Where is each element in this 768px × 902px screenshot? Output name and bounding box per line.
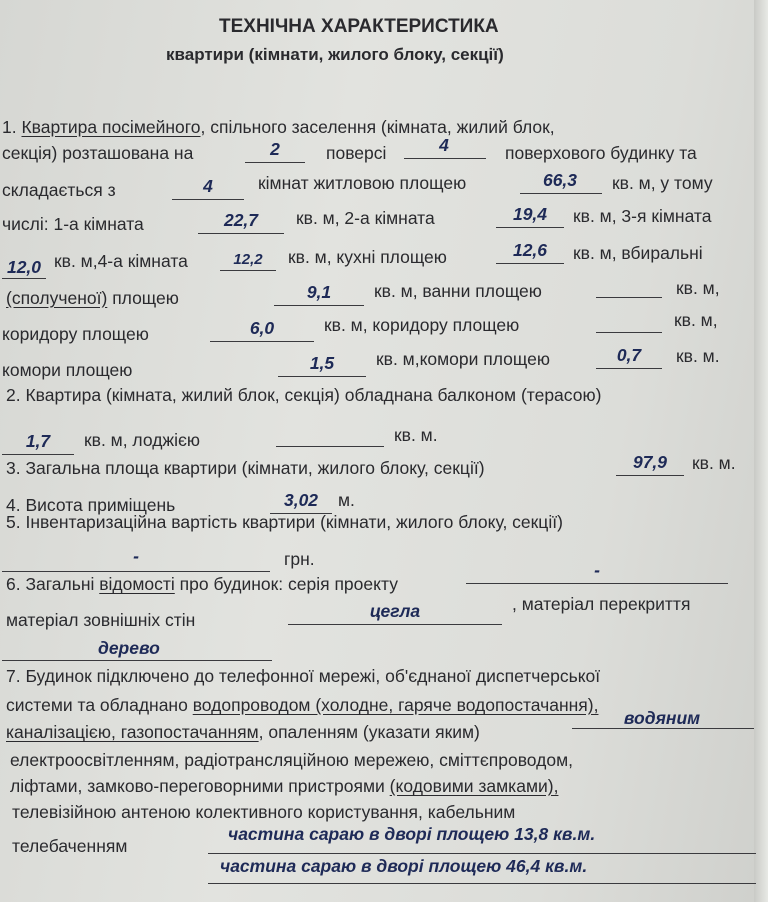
s1-l4-a: числі: 1-а кімната: [2, 214, 144, 234]
document-subtitle: квартири (кімнати, жилого блоку, секції): [166, 45, 504, 64]
value-amount: -: [133, 546, 139, 566]
kitchen-value: 12,6: [512, 240, 548, 260]
storage1-value: 1,5: [309, 353, 335, 373]
s7-line3: каналізацією, газопостачанням, опаленням (указати яким): [6, 722, 480, 742]
balcony-value: 1,7: [25, 431, 51, 451]
height-value: 3,02: [283, 490, 319, 510]
walls-value: цегла: [369, 601, 421, 621]
s1-l8-a: комори площею: [2, 360, 133, 380]
s1-l3-a: складається з: [2, 180, 116, 200]
room4-value: 12,2: [233, 251, 263, 268]
s1-l5-a: кв. м,4-а кімната: [54, 251, 188, 271]
floors-value: дерево: [98, 638, 160, 658]
s7-line7: телебаченням: [12, 836, 128, 856]
s1-l6: (сполученої) площею: [6, 288, 179, 308]
s2-l2-a: кв. м, лоджією: [84, 430, 201, 450]
s7-line5: ліфтами, замково-переговорними пристроями (кодовими замками),: [10, 776, 559, 796]
s5-label: 5. Інвентаризаційна вартість квартири (кімнати, жилого блоку, секції): [6, 512, 563, 532]
s7-line4: електроосвітленням, радіотрансляційною мережею, сміттєпроводом,: [10, 750, 573, 770]
extra-note-2: частина сараю в дворі площею 46,4 кв.м.: [220, 856, 588, 876]
s1-l7-a: коридору площею: [2, 324, 149, 344]
s1-l4-b: кв. м, 2-а кімната: [296, 208, 435, 228]
s6-l2-a: матеріал зовнішніх стін: [6, 610, 196, 630]
s7-line1: 7. Будинок підключено до телефонної мережі, об'єднаної диспетчерської: [6, 666, 601, 686]
s1-l8-b: кв. м,комори площею: [376, 349, 550, 369]
s1-l6-c: кв. м,: [676, 278, 720, 298]
s1-l5-b: кв. м, кухні площею: [288, 247, 447, 267]
s4-label: 4. Висота приміщень: [6, 495, 176, 515]
s6-line1: 6. Загальні відомості про будинок: серія проекту: [6, 574, 398, 594]
s3-unit: кв. м.: [692, 453, 736, 473]
s1-l4-c: кв. м, 3-я кімната: [573, 206, 712, 226]
s3-label: 3. Загальна площа квартири (кімнати, жилого блоку, секції): [6, 458, 485, 478]
extra-note-1: частина сараю в дворі площею 13,8 кв.м.: [228, 824, 596, 844]
s1-l3-b: кімнат житловою площею: [258, 173, 467, 193]
s1-l2-c: поверхового будинку та: [505, 143, 697, 163]
s6-l2-b: , матеріал перекриття: [512, 594, 691, 614]
s1-l3-c: кв. м, у тому: [612, 173, 713, 193]
s1-l7-b: кв. м, коридору площею: [324, 315, 520, 335]
s2-line1: 2. Квартира (кімната, жилий блок, секція) обладнана балконом (терасою): [6, 385, 602, 405]
living-area-value: 66,3: [542, 170, 578, 190]
s1-l5-c: кв. м, вбиральні: [573, 243, 703, 263]
s2-l2-b: кв. м.: [394, 425, 438, 445]
storage2-value: 0,7: [616, 345, 642, 365]
s1-l2-b: поверсі: [326, 143, 387, 163]
page-edge: [754, 0, 768, 902]
document-title: ТЕХНІЧНА ХАРАКТЕРИСТИКА: [219, 16, 499, 37]
corridor1-value: 6,0: [249, 318, 275, 338]
s7-line6: телевізійною антеною колективного користування, кабельним: [12, 802, 516, 822]
series-value: -: [594, 560, 600, 580]
s4-unit: м.: [338, 490, 355, 510]
rooms-value: 4: [203, 176, 213, 196]
heating-value: водяним: [623, 708, 701, 728]
s7-line2: системи та обладнано водопроводом (холодне, гаряче водопостачання),: [6, 695, 599, 715]
s1-l7-c: кв. м,: [674, 310, 718, 330]
room2-value: 19,4: [512, 204, 548, 224]
s1-line1: 1. Квартира посімейного, спільного заселення (кімната, жилий блок,: [2, 117, 555, 137]
s5-unit: грн.: [284, 549, 315, 569]
floor-value: 2: [270, 139, 280, 159]
s1-l8-c: кв. м.: [676, 346, 720, 366]
total-area-value: 97,9: [632, 452, 668, 472]
storeys-value: 4: [439, 135, 449, 155]
room1-value: 22,7: [223, 210, 259, 230]
s1-l2-a: секція) розташована на: [2, 143, 194, 163]
room3-value: 12,0: [6, 257, 42, 277]
wc-value: 9,1: [306, 282, 332, 302]
s1-l6-b: кв. м, ванни площею: [374, 281, 542, 301]
